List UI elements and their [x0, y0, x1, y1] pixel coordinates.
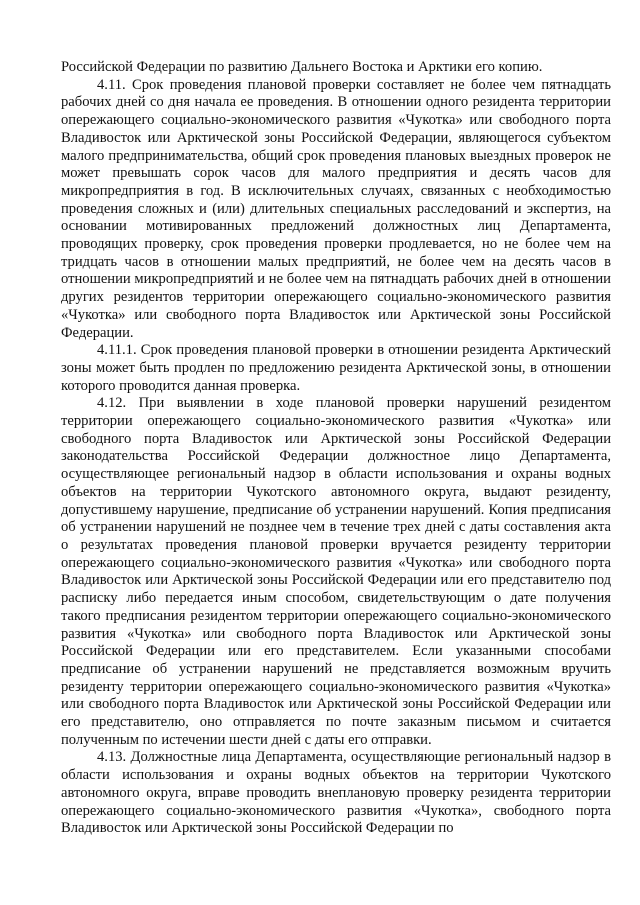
paragraph-continuation: Российской Федерации по развитию Дальнего Востока и Арктики его копию. — [61, 59, 543, 75]
paragraph-4-11: 4.11. Срок проведения плановой проверки составляет не более чем пятнадцать рабочих дней со дня начала ее проведения. В отношении одного резидента территории опережающего социально-экономического развития «Чукотка» или свободного порта Владивосток или Арктической зоны Российской Федерации, являющегося субъектом малого предпринимательства, общий срок проведения плановых выездных проверок не может превышать сорок часов для малого предприятия и десять часов для микропредприятия в год. В исключительных случаях, связанных с необходимостью проведения сложных и (или) длительных специальных расследований и экспертиз, на основании мотивированных предложений должностных лиц Департамента, проводящих проверку, срок проведения проверки продлевается, но не более чем на тридцать часов в отношении малых предприятий, не более чем на десять часов в отношении микропредприятий и не более чем на пятнадцать рабочих дней в отношении других резидентов территории опережающего социально-экономического развития «Чукотка» или свободного порта Владивосток или Арктической зоны Российской Федерации. — [61, 76, 611, 341]
paragraph-4-12: 4.12. При выявлении в ходе плановой проверки нарушений резидентом территории опережающего социально-экономического развития «Чукотка» или свободного порта Владивосток или Арктической зоны Российской Федерации законодательства Российской Федерации должностное лицо Департамента, осуществляющее региональный надзор в области использования и охраны водных объектов на территории Чукотского автономного округа, выдают резиденту, допустившему нарушение, предписание об устранении нарушений. Копия предписания об устранении нарушений не позднее чем в течение трех дней с даты составления акта о результатах проведения плановой проверки вручается резиденту территории опережающего социально-экономического развития «Чукотка» или свободного порта Владивосток или Арктической зоны Российской Федерации или его представителю под расписку либо передается иным способом, свидетельствующим о дате получения такого предписания резидентом территории опережающего социально-экономического развития «Чукотка» или свободного порта Владивосток или Арктической зоны Российской Федерации или его представителем. Если указанными способами предписание об устранении нарушений не представляется возможным вручить резиденту территории опережающего социально-экономического развития «Чукотка» или свободного порта Владивосток или Арктической зоны Российской Федерации или его представителю, оно отправляется по почте заказным письмом и считается полученным по истечении шести дней с даты его отправки. — [61, 395, 611, 748]
paragraph-4-13: 4.13. Должностные лица Департамента, осуществляющие региональный надзор в области использования и охраны водных объектов на территории Чукотского автономного округа, вправе проводить внеплановую проверку резидента территории опережающего социально-экономического развития «Чукотка», свободного порта Владивосток или Арктической зоны Российской Федерации по — [61, 749, 611, 837]
paragraph-4-11-1: 4.11.1. Срок проведения плановой проверки в отношении резидента Арктический зоны может быть продлен по предложению резидента Арктической зоны, в отношении которого проводится данная проверка. — [61, 342, 611, 394]
document-page — [61, 59, 611, 838]
